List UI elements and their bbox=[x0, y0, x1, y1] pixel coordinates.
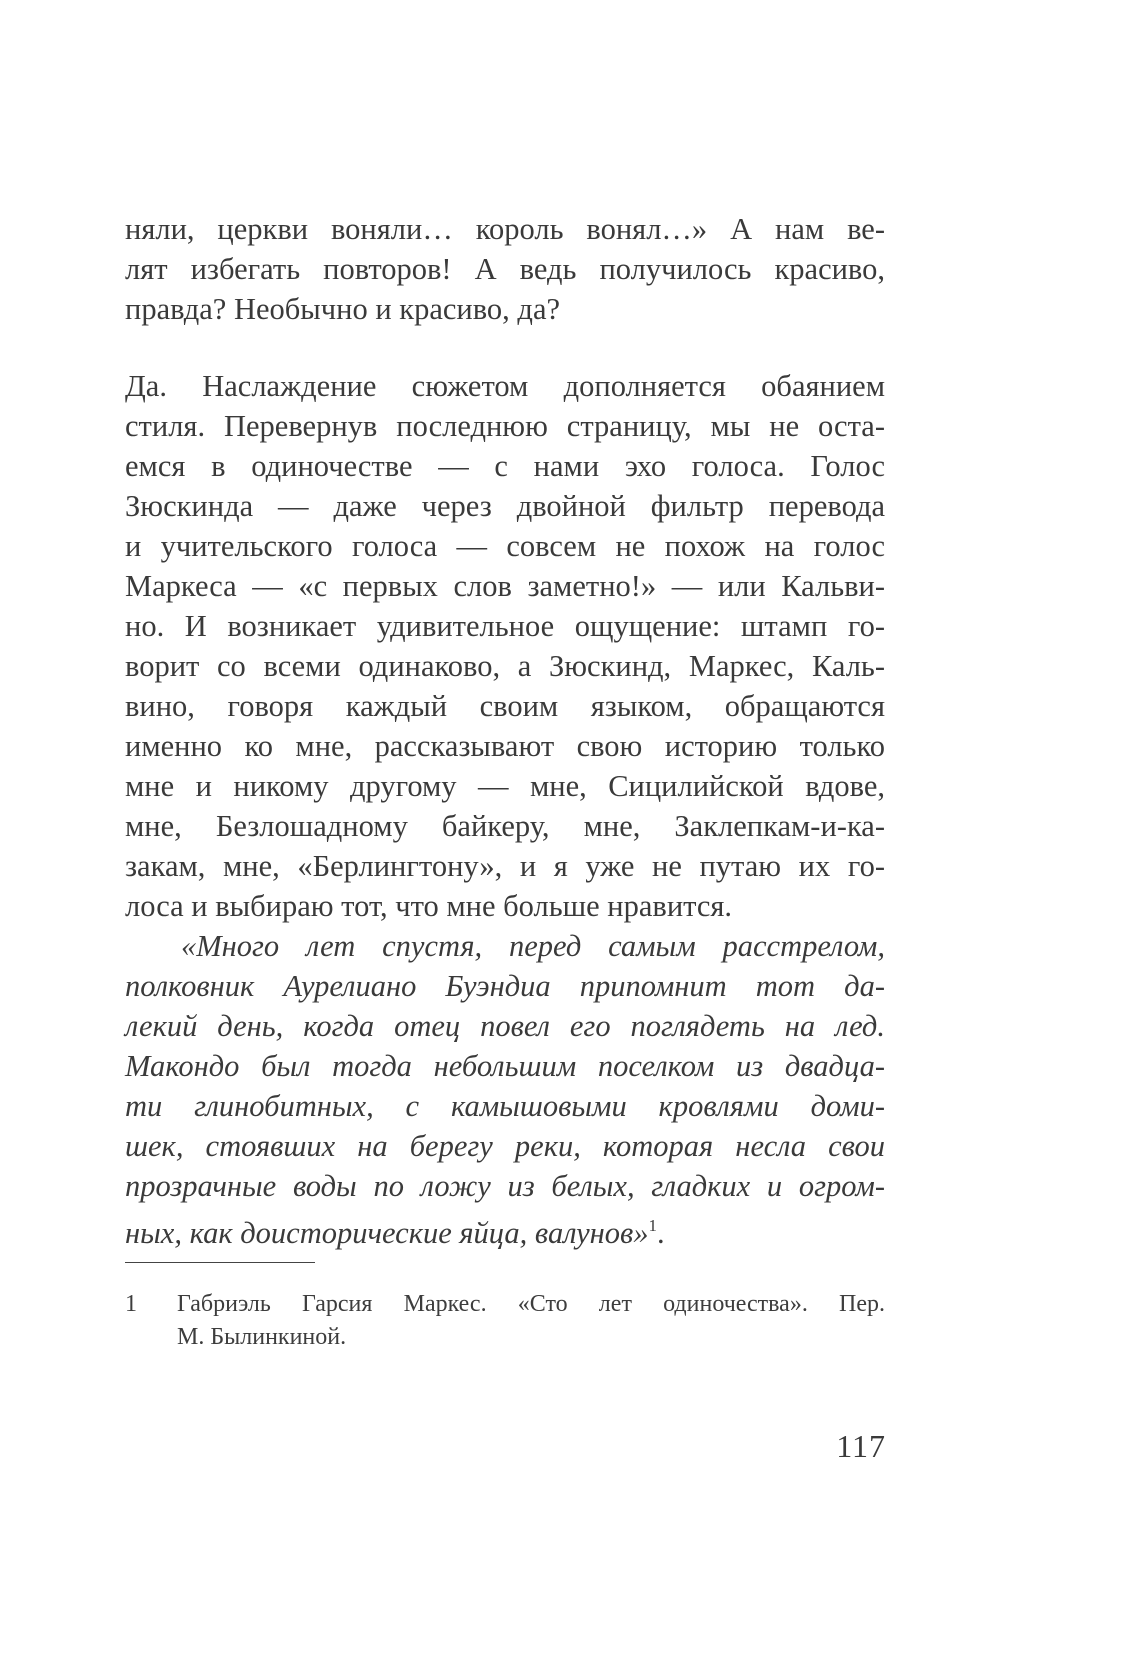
footnote-number: 1 bbox=[125, 1291, 137, 1317]
text-line: Зюскинда — даже через двойной фильтр перевода bbox=[125, 489, 885, 523]
text-line: Маркеса — «с первых слов заметно!» — или Кальви- bbox=[125, 569, 885, 603]
footnote-reference[interactable]: 1 bbox=[648, 1216, 658, 1235]
text-line: именно ко мне, рассказывают свою историю только bbox=[125, 729, 885, 763]
page-number: 117 bbox=[836, 1428, 886, 1464]
text-line: но. И возникает удивительное ощущение: штамп го- bbox=[125, 609, 885, 643]
quote-line: ти глинобитных, с камышовыми кровлями доми- bbox=[125, 1089, 885, 1123]
quote-line: полковник Аурелиано Буэндиа припомнит тот да- bbox=[125, 969, 885, 1003]
quote-line: лекий день, когда отец повел его поглядеть на лед. bbox=[125, 1009, 885, 1043]
quote-line: «Много лет спустя, перед самым расстрелом, bbox=[181, 929, 885, 963]
text-line: лят избегать повторов! А ведь получилось красиво, bbox=[125, 252, 885, 286]
text-line: емся в одиночестве — с нами эхо голоса. Голос bbox=[125, 449, 885, 483]
quote-period: . bbox=[657, 1216, 665, 1250]
footnote-line: М. Былинкиной. bbox=[177, 1324, 347, 1350]
quote-last-line bbox=[125, 1206, 885, 1250]
quote-line: шек, стоявших на берегу реки, которая несла свои bbox=[125, 1129, 885, 1163]
quote-line: ных, как доисторические яйца, валунов» bbox=[125, 1216, 649, 1250]
text-line: мне, Безлошадному байкеру, мне, Заклепкам-и-ка- bbox=[125, 809, 885, 843]
text-line: лоса и выбираю тот, что мне больше нравится. bbox=[125, 889, 733, 923]
footnote-line: Габриэль Гарсия Маркес. «Сто лет одиночества». Пер. bbox=[177, 1291, 885, 1317]
text-line: правда? Необычно и красиво, да? bbox=[125, 292, 561, 326]
text-line: вино, говоря каждый своим языком, обращаются bbox=[125, 689, 885, 723]
text-line: Да. Наслаждение сюжетом дополняется обаянием bbox=[125, 369, 885, 403]
body-paragraph-2 bbox=[125, 366, 885, 1250]
text-line: и учительского голоса — совсем не похож на голос bbox=[125, 529, 885, 563]
quote-line: прозрачные воды по ложу из белых, гладких и огром- bbox=[125, 1169, 885, 1203]
quote-line: Макондо был тогда небольшим поселком из двадца- bbox=[125, 1049, 885, 1083]
text-line: няли, церкви воняли… король вонял…» А нам ве- bbox=[125, 212, 885, 246]
footnote-divider bbox=[125, 1262, 315, 1263]
text-line: закам, мне, «Берлингтону», и я уже не путаю их го- bbox=[125, 849, 885, 883]
body-paragraph-1 bbox=[125, 209, 885, 329]
text-line: стиля. Перевернув последнюю страницу, мы не оста- bbox=[125, 409, 885, 443]
text-line: ворит со всеми одинаково, а Зюскинд, Маркес, Каль- bbox=[125, 649, 885, 683]
text-line: мне и никому другому — мне, Сицилийской вдове, bbox=[125, 769, 885, 803]
footnote-text bbox=[177, 1288, 885, 1354]
